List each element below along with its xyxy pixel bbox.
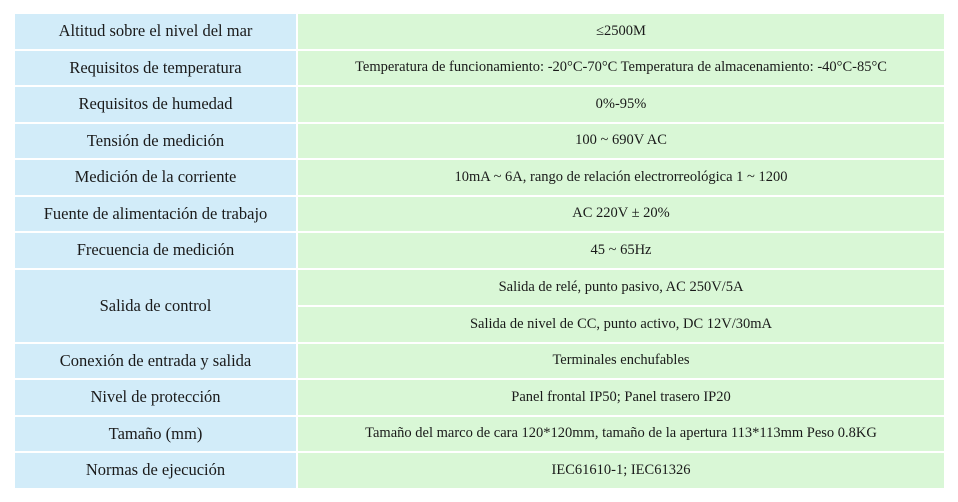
value-line: 45 ~ 65Hz	[590, 241, 652, 258]
row-value	[298, 51, 944, 86]
table-row	[15, 270, 944, 344]
row-value	[298, 380, 944, 415]
row-label: Conexión de entrada y salida	[15, 344, 298, 379]
row-label: Altitud sobre el nivel del mar	[15, 14, 298, 49]
table-row	[15, 344, 944, 381]
value-line: Tamaño del marco de cara 120*120mm, tamaño de la apertura 113*113mm Peso 0.8KG	[365, 425, 877, 442]
table-row	[15, 380, 944, 417]
row-label: Fuente de alimentación de trabajo	[15, 197, 298, 232]
table-row	[15, 87, 944, 124]
value-line: Panel frontal IP50; Panel trasero IP20	[511, 388, 731, 405]
table-row	[15, 453, 944, 490]
value-line: 100 ~ 690V AC	[575, 132, 667, 149]
spec-table	[15, 14, 944, 490]
row-value	[298, 233, 944, 268]
row-value	[298, 197, 944, 232]
table-row	[15, 233, 944, 270]
row-label: Nivel de protección	[15, 380, 298, 415]
row-value	[298, 14, 944, 49]
value-line: 0%-95%	[595, 95, 647, 112]
row-value	[298, 270, 944, 342]
table-row	[15, 14, 944, 51]
row-value	[298, 124, 944, 159]
row-label: Medición de la corriente	[15, 160, 298, 195]
table-row	[15, 197, 944, 234]
value-line: Salida de nivel de CC, punto activo, DC 12V/30mA	[298, 305, 944, 342]
value-line: Terminales enchufables	[552, 352, 690, 369]
row-label: Salida de control	[15, 270, 298, 342]
row-value	[298, 417, 944, 452]
row-value	[298, 344, 944, 379]
value-line: Temperatura de funcionamiento: -20°C-70°C Temperatura de almacenamiento: -40°C-85°C	[355, 59, 887, 76]
row-label: Tamaño (mm)	[15, 417, 298, 452]
value-line: IEC61610-1; IEC61326	[551, 461, 691, 478]
row-label: Tensión de medición	[15, 124, 298, 159]
table-row	[15, 417, 944, 454]
row-label: Normas de ejecución	[15, 453, 298, 488]
value-line: ≤2500M	[596, 22, 646, 39]
value-line: 10mA ~ 6A, rango de relación electrorreológica 1 ~ 1200	[454, 168, 788, 185]
table-row	[15, 160, 944, 197]
value-line: AC 220V ± 20%	[572, 205, 670, 222]
table-row	[15, 124, 944, 161]
row-value	[298, 87, 944, 122]
row-label: Frecuencia de medición	[15, 233, 298, 268]
value-line: Salida de relé, punto pasivo, AC 250V/5A	[498, 278, 744, 295]
row-label: Requisitos de temperatura	[15, 51, 298, 86]
row-label: Requisitos de humedad	[15, 87, 298, 122]
row-value	[298, 453, 944, 488]
table-row	[15, 51, 944, 88]
row-value	[298, 160, 944, 195]
